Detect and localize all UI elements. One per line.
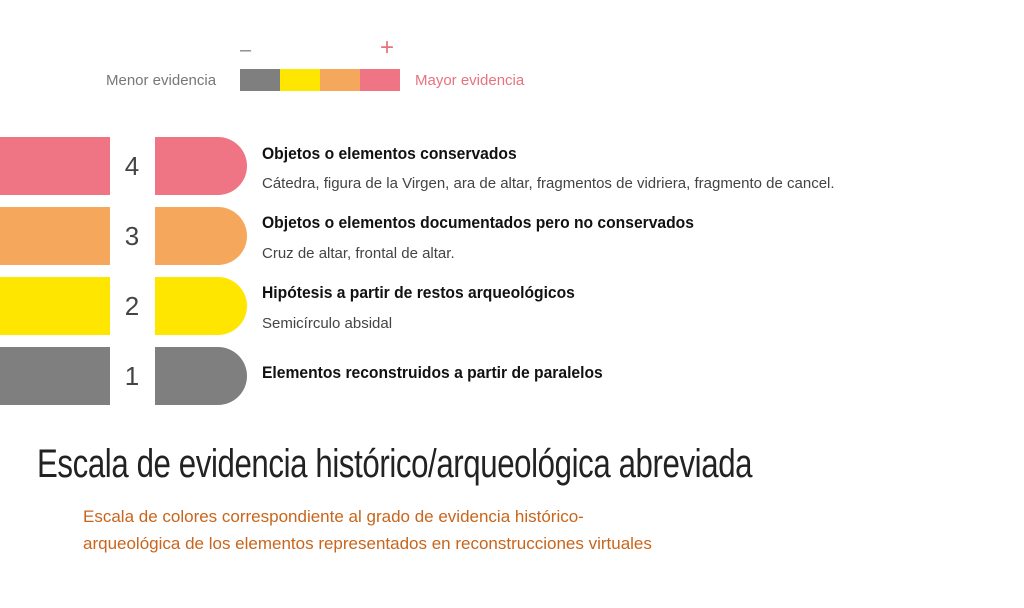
minus-sign: – [240, 39, 252, 61]
level-color-tab [155, 137, 247, 195]
level-number: 2 [124, 291, 140, 321]
level-color-block [0, 347, 110, 405]
legend-segment-1 [240, 69, 280, 91]
level-color-block [0, 277, 110, 335]
subtitle-line-1: Escala de colores correspondiente al grado de evidencia histórico- [83, 507, 584, 526]
level-row-3 [0, 207, 1024, 265]
level-title: Objetos o elementos documentados pero no conservados [262, 213, 694, 232]
level-number: 1 [124, 361, 140, 391]
level-row-2 [0, 277, 1024, 335]
level-title: Elementos reconstruidos a partir de paralelos [262, 363, 603, 382]
legend-color-bar [240, 69, 400, 91]
level-row-1 [0, 347, 1024, 405]
plus-sign: + [380, 34, 395, 61]
level-number: 4 [124, 151, 140, 181]
level-number: 3 [124, 221, 140, 251]
level-description: Cátedra, figura de la Virgen, ara de altar, fragmentos de vidriera, fragmento de cancel. [262, 175, 835, 192]
subtitle [83, 503, 783, 557]
level-row-4 [0, 137, 1024, 195]
level-color-tab [155, 207, 247, 265]
legend-segment-3 [320, 69, 360, 91]
page-title: Escala de evidencia histórico/arqueológica abreviada [37, 442, 753, 486]
level-color-block [0, 137, 110, 195]
level-color-tab [155, 347, 247, 405]
legend-min-label: Menor evidencia [106, 72, 217, 89]
subtitle-line-2: arqueológica de los elementos representados en reconstrucciones virtuales [83, 534, 652, 553]
level-description: Semicírculo absidal [262, 315, 393, 332]
legend-max-label: Mayor evidencia [415, 72, 525, 89]
level-color-block [0, 207, 110, 265]
level-title: Hipótesis a partir de restos arqueológicos [262, 283, 575, 302]
level-color-tab [155, 277, 247, 335]
legend-segment-2 [280, 69, 320, 91]
level-description: Cruz de altar, frontal de altar. [262, 245, 455, 262]
level-title: Objetos o elementos conservados [262, 144, 517, 163]
legend-segment-4 [360, 69, 400, 91]
